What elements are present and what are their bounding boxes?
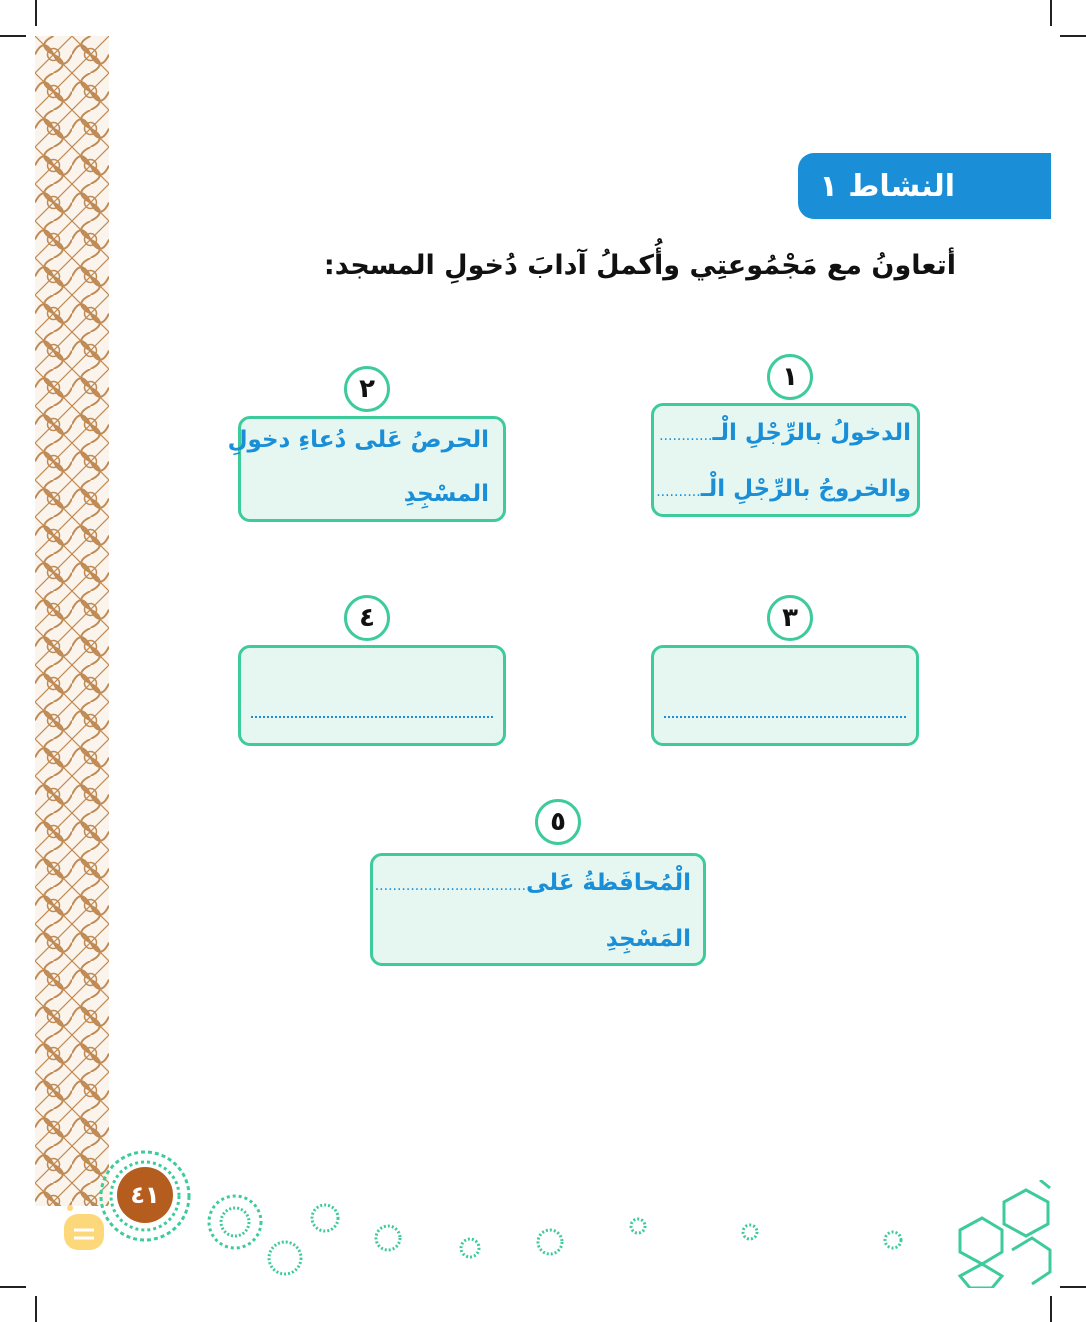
crop-mark: [0, 35, 26, 37]
geometric-decoration: [952, 1180, 1052, 1288]
card-2-line-1: الحرصُ عَلى دُعاءِ دخولِ: [227, 427, 489, 453]
rosette-decoration: [55, 1140, 915, 1280]
card-2: [227, 416, 506, 522]
page-number: ٤١: [117, 1167, 173, 1223]
logo-mark: [60, 1200, 108, 1256]
card-number-5: ٥: [535, 799, 581, 845]
card-1: [651, 403, 920, 517]
crop-mark: [1060, 35, 1086, 37]
crop-mark: [1060, 1286, 1086, 1288]
fill-blank[interactable]: ............: [659, 428, 713, 444]
instruction-text: أتعاونُ مع مَجْمُوعتِي وأُكملُ آدابَ دُخولِ المسجد:: [323, 250, 956, 281]
card-2-line-2: المسْجِدِ: [403, 481, 489, 507]
answer-line[interactable]: [664, 716, 906, 718]
activity-header: [798, 153, 1051, 219]
card-5: [370, 853, 706, 966]
card-5-line-2: المَسْجِدِ: [605, 926, 691, 952]
crop-mark: [1050, 1296, 1052, 1322]
card-number-3: ٣: [767, 595, 813, 641]
crop-mark: [0, 1286, 26, 1288]
ornament-border: [35, 36, 109, 1206]
crop-mark: [35, 1296, 37, 1322]
card-3[interactable]: [651, 645, 919, 746]
card-5-line-1: الْمُحافَظةُ عَلى..................................: [374, 870, 691, 896]
card-number-1: ١: [767, 354, 813, 400]
fill-blank[interactable]: ..................................: [374, 878, 527, 894]
card-4[interactable]: [238, 645, 506, 746]
crop-mark: [1050, 0, 1052, 26]
card-number-2: ٢: [344, 366, 390, 412]
activity-title: النشاط ١: [819, 168, 955, 204]
fill-blank[interactable]: ..........: [656, 484, 701, 500]
card-1-line-1: الدخولُ بالرِّجْلِ الْـ............: [659, 420, 911, 446]
answer-line[interactable]: [251, 716, 493, 718]
crop-mark: [35, 0, 37, 26]
card-number-4: ٤: [344, 595, 390, 641]
card-1-line-2: والخروجُ بالرِّجْلِ الْـ..........: [656, 476, 911, 502]
